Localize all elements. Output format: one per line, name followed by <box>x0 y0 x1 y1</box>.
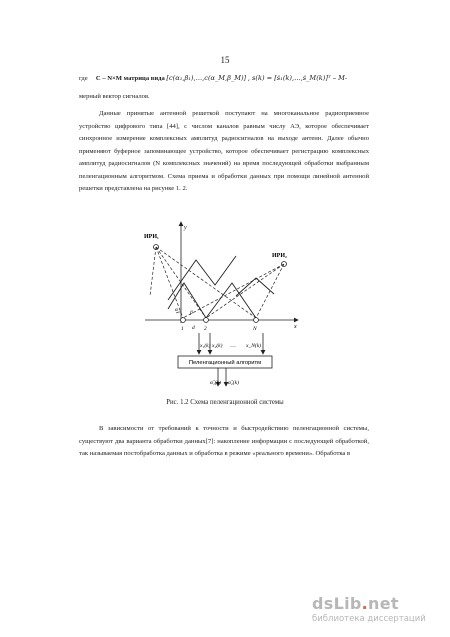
antenna-element-n-label: N <box>253 326 257 332</box>
angle-beta-label: β <box>190 310 193 316</box>
source-2-label: ИРИ₂ <box>272 253 287 259</box>
source-2-rays <box>183 264 284 318</box>
line-after-formula: мерный вектор сигналов. <box>79 93 150 100</box>
watermark-logo-main: dsLib <box>312 594 362 613</box>
antenna-element-1 <box>181 318 186 323</box>
wavefronts <box>168 256 274 318</box>
angle-alpha-label: α <box>175 307 178 313</box>
signal-label-n: x_N(k) <box>246 343 261 349</box>
source-1-label: ИРИ₁ <box>144 234 159 240</box>
antenna-element-2-label: 2 <box>204 326 207 332</box>
formula-matrix: [c(α₁,β₁),…,c(α_M,β_M)] <box>166 74 247 82</box>
antenna-element-2 <box>204 318 209 323</box>
direction-finding-box-label: Пеленгационный алгоритм <box>188 360 262 366</box>
antenna-element-1-label: 1 <box>181 326 184 332</box>
paragraph-2-text: В зависимости от требований к точности и быстродействию пеленгационной системы, существуют два варианта обработки данных[7]: накопление информации с последующей обработкой, так называемая постобработка данных и обработка в режиме «реального времени». Обработка в <box>79 425 369 457</box>
signal-dots: … <box>230 343 236 349</box>
figure-caption: Рис. 1.2 Схема пеленгационной системы <box>166 399 284 406</box>
formula-prefix: где <box>79 75 88 82</box>
page-number: 15 <box>220 55 230 65</box>
antenna-element-n <box>254 318 259 323</box>
signal-label-1: x₁(k) <box>200 343 211 349</box>
paragraph-1-text: Данные принятые антенной решеткой поступают на многоканальное радиоприемное устройство цифрового типа [44], с числом каналов равным числу АЭ, которое обеспечивает синхронное измерение комплексных амплитуд радиосигналов на выходе антенн. Далее обычно применяют буферное запоминающее устройство, которое обеспечивает регистрацию комплексных амплитуд радиосигналов (N комплексных значений) на время последующей обработки выбранным пеленгационным алгоритмом. Схема приема и обработки данных при помощи линейной антенной решетки представлена на рисунке 1. 2. <box>79 110 369 192</box>
formula-c-definition: C – N×M матрица вида <box>95 75 165 82</box>
watermark-subtitle: библиотека диссертаций <box>312 614 426 624</box>
antenna-spacing-label: d <box>192 325 195 331</box>
y-axis-label: y <box>184 225 187 231</box>
formula-s-definition: , s(k) = [ṡ₁(k),…,ṡ_M(k)]ᵀ – M- <box>247 74 348 82</box>
x-axis-label: x <box>294 324 297 330</box>
output-label-2: α̂₂(k) <box>228 380 239 386</box>
paragraph-2 <box>79 423 369 461</box>
signal-label-2: x₂(k) <box>212 343 223 349</box>
watermark-logo <box>312 594 399 613</box>
watermark-logo-dot: . <box>361 594 368 613</box>
output-label-1: α̂₁(k) <box>210 380 221 386</box>
watermark-logo-tld: net <box>368 594 399 613</box>
